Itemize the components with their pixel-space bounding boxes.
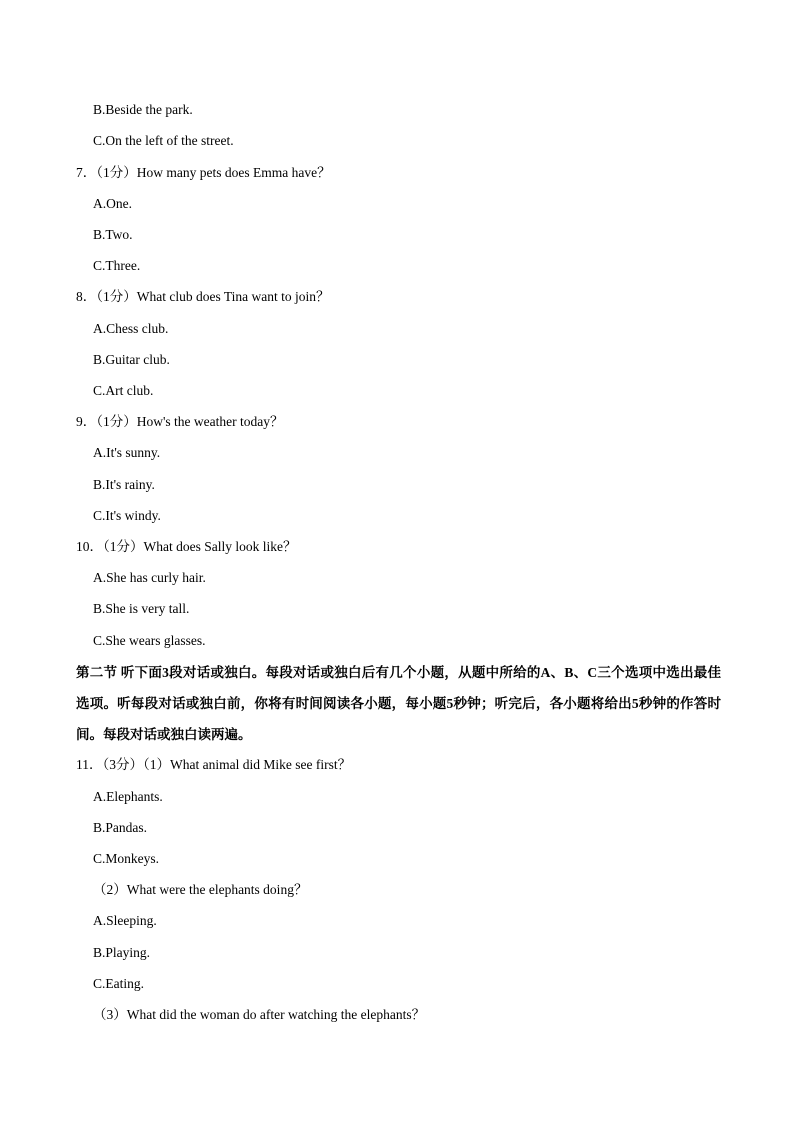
q11-1-option-b: B.Pandas. — [93, 820, 147, 835]
q6-option-b: B.Beside the park. — [93, 102, 193, 117]
q11-3-stem: （3）What did the woman do after watching the elephants？ — [93, 1007, 426, 1022]
q6-option-c: C.On the left of the street. — [93, 133, 234, 148]
q10-option-a: A.She has curly hair. — [93, 570, 206, 585]
section-2-instructions: 第二节 听下面3段对话或独白。每段对话或独白后有几个小题，从题中所给的A、B、C三个选项中选出最佳选项。听每段对话或独白前，你将有时间阅读各小题，每小题5秒钟；听完后，各小题将给出5秒钟的作答时间。每段对话或独白读两遍。 — [76, 665, 721, 742]
q7-option-a: A.One. — [93, 196, 132, 211]
q8-option-a: A.Chess club. — [93, 321, 169, 336]
q11-1-option-c: C.Monkeys. — [93, 851, 160, 866]
q10-stem: 10．（1分）What does Sally look like？ — [76, 539, 297, 554]
q8-option-b: B.Guitar club. — [93, 352, 170, 367]
q9-option-b: B.It's rainy. — [93, 477, 155, 492]
q8-option-c: C.Art club. — [93, 383, 154, 398]
q11-stem: 11．（3分）（1）What animal did Mike see first？ — [76, 757, 352, 772]
q11-2-option-c: C.Eating. — [93, 976, 144, 991]
q7-option-b: B.Two. — [93, 227, 133, 242]
q10-option-c: C.She wears glasses. — [93, 633, 206, 648]
q11-2-stem: （2）What were the elephants doing？ — [93, 882, 308, 897]
q11-1-option-a: A.Elephants. — [93, 789, 163, 804]
q9-stem: 9．（1分）How's the weather today？ — [76, 414, 284, 429]
q11-2-option-a: A.Sleeping. — [93, 913, 157, 928]
q7-option-c: C.Three. — [93, 258, 141, 273]
q11-2-option-b: B.Playing. — [93, 945, 151, 960]
q10-option-b: B.She is very tall. — [93, 601, 190, 616]
q9-option-c: C.It's windy. — [93, 508, 161, 523]
q8-stem: 8．（1分）What club does Tina want to join？ — [76, 289, 330, 304]
q9-option-a: A.It's sunny. — [93, 445, 161, 460]
q7-stem: 7．（1分）How many pets does Emma have？ — [76, 165, 331, 180]
